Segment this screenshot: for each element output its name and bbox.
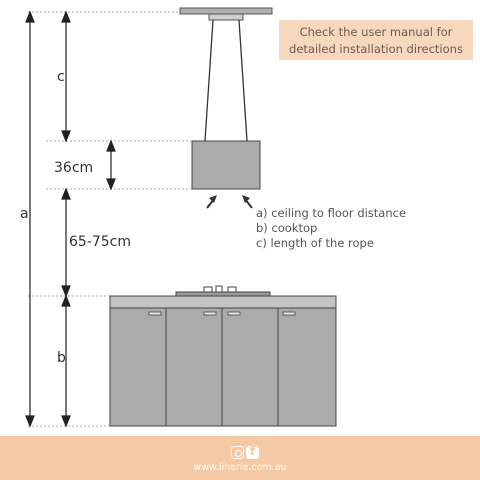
legend-item-a: a) ceiling to floor distance	[256, 206, 407, 220]
social-links	[231, 446, 259, 460]
installation-note	[279, 20, 473, 60]
note-line-1: Check the user manual for	[299, 25, 453, 39]
dimension-36cm-arrow	[107, 141, 115, 189]
label-36cm: 36cm	[54, 160, 94, 176]
label-a: a	[20, 206, 29, 222]
range-hood	[192, 141, 260, 189]
rope-right	[239, 20, 247, 141]
legend-item-b: b) cooktop	[256, 221, 318, 235]
legend	[256, 206, 406, 251]
facebook-icon[interactable]	[246, 446, 259, 459]
instagram-icon[interactable]	[231, 446, 244, 459]
ceiling-mount	[180, 8, 272, 14]
label-c: c	[57, 69, 65, 85]
note-line-2: detailed installation directions	[289, 42, 463, 56]
ceiling-canopy	[209, 14, 243, 20]
kitchen-cabinet	[110, 296, 336, 426]
airflow-arrow-right	[242, 195, 252, 208]
label-b: b	[57, 350, 66, 366]
airflow-arrow-left	[207, 195, 217, 208]
legend-item-c: c) length of the rope	[256, 236, 374, 250]
cooktop	[176, 286, 270, 296]
label-65-75cm: 65-75cm	[69, 234, 132, 250]
rope-left	[205, 20, 213, 141]
website-link[interactable]: www.linarie.com.au	[193, 462, 287, 473]
